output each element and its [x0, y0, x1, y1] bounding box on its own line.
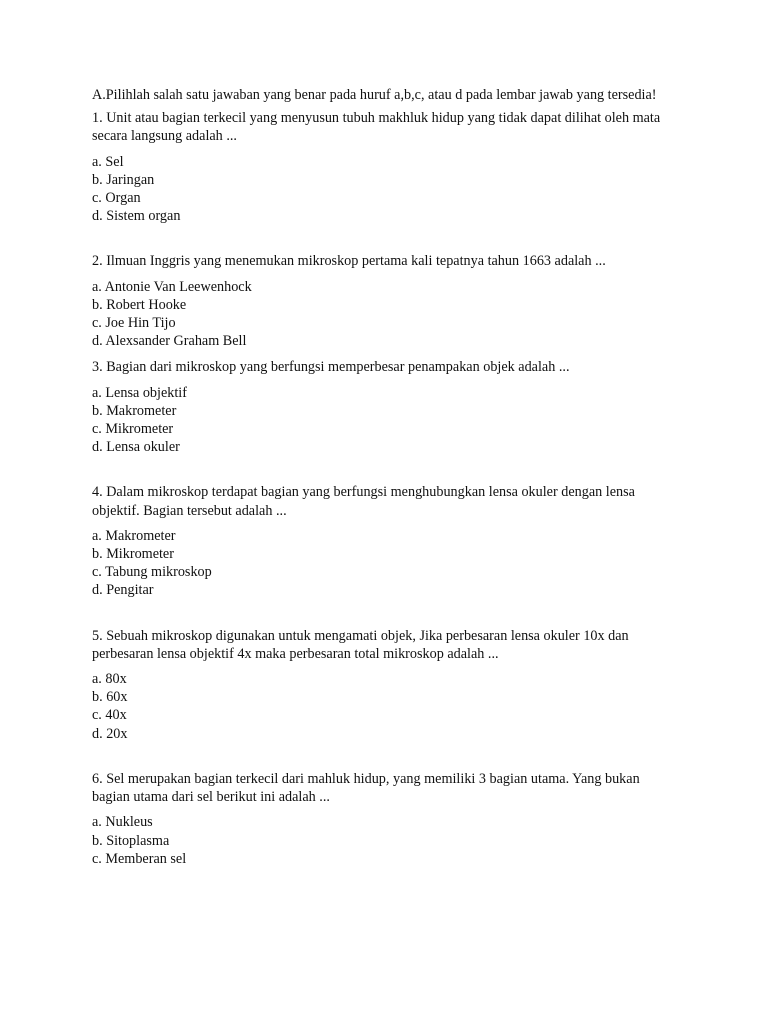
question-4-option-d: d. Pengitar	[92, 582, 154, 599]
question-5	[92, 627, 662, 743]
question-5-option-a: a. 80x	[92, 671, 127, 688]
question-1-option-b: b. Jaringan	[92, 171, 155, 188]
question-3-options	[92, 384, 662, 457]
question-3-option-b: b. Makrometer	[92, 402, 177, 419]
question-4-text: 4. Dalam mikroskop terdapat bagian yang berfungsi menghubungkan lensa okuler dengan lensa objektif. Bagian tersebut adalah ...	[92, 484, 635, 519]
question-3-text: 3. Bagian dari mikroskop yang berfungsi memperbesar penampakan objek adalah ...	[92, 359, 570, 376]
question-5-option-c: c. 40x	[92, 707, 127, 724]
question-4-options	[92, 527, 662, 600]
question-4	[92, 483, 662, 599]
question-4-option-c: c. Tabung mikroskop	[92, 564, 212, 581]
question-1-text: 1. Unit atau bagian terkecil yang menyusun tubuh makhluk hidup yang tidak dapat dilihat oleh mata secara langsung adalah ...	[92, 110, 661, 145]
question-4-option-b: b. Mikrometer	[92, 546, 174, 563]
question-1-option-a: a. Sel	[92, 153, 124, 170]
question-1-option-c: c. Organ	[92, 190, 141, 207]
question-2-option-d: d. Alexsander Graham Bell	[92, 333, 247, 350]
question-1	[92, 109, 662, 225]
question-1-options	[92, 153, 662, 226]
document-content	[92, 86, 662, 868]
question-5-options	[92, 670, 662, 743]
question-6-text: 6. Sel merupakan bagian terkecil dari mahluk hidup, yang memiliki 3 bagian utama. Yang bukan bagian utama dari sel berikut ini adalah ...	[92, 770, 640, 806]
question-3-option-d: d. Lensa okuler	[92, 439, 180, 456]
question-1-option-d: d. Sistem organ	[92, 208, 181, 225]
question-6-option-b: b. Sitoplasma	[92, 832, 170, 849]
question-3	[92, 358, 662, 456]
question-3-option-a: a. Lensa objektif	[92, 384, 187, 401]
question-2-option-a: a. Antonie Van Leewenhock	[92, 278, 252, 295]
question-6	[92, 770, 662, 868]
question-5-option-b: b. 60x	[92, 689, 128, 706]
question-2-option-b: b. Robert Hooke	[92, 296, 187, 313]
instruction-text: A.Pilihlah salah satu jawaban yang benar pada huruf a,b,c, atau d pada lembar jawab yang tersedia!	[92, 87, 657, 103]
question-6-option-a: a. Nukleus	[92, 814, 153, 831]
question-6-option-c: c. Memberan sel	[92, 850, 187, 867]
question-5-option-d: d. 20x	[92, 725, 128, 742]
question-2-text: 2. Ilmuan Inggris yang menemukan mikroskop pertama kali tepatnya tahun 1663 adalah ...	[92, 253, 606, 270]
question-2-options	[92, 278, 662, 351]
question-2	[92, 252, 662, 350]
question-5-text: 5. Sebuah mikroskop digunakan untuk mengamati objek, Jika perbesaran lensa okuler 10x dan perbesaran lensa objektif 4x maka perbesaran total mikroskop adalah ...	[92, 627, 629, 662]
question-6-options	[92, 813, 662, 868]
question-2-option-c: c. Joe Hin Tijo	[92, 315, 176, 332]
question-4-option-a: a. Makrometer	[92, 527, 176, 544]
question-3-option-c: c. Mikrometer	[92, 421, 174, 438]
